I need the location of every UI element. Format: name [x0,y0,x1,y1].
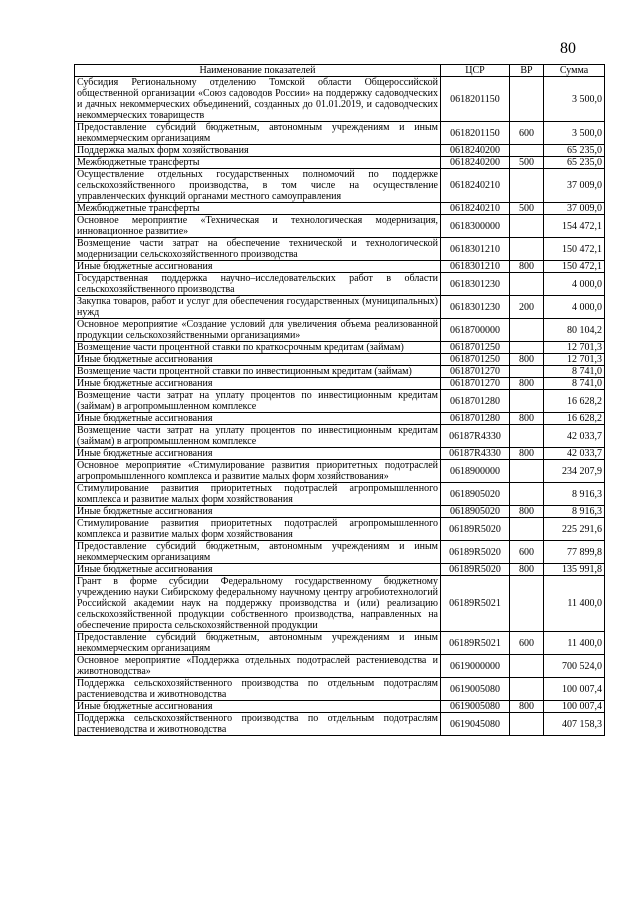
row-name: Иные бюджетные ассигнования [75,448,441,460]
row-vr: 800 [510,701,544,713]
row-sum: 3 500,0 [544,77,605,122]
row-sum: 225 291,6 [544,518,605,541]
row-name: Возмещение части затрат на обеспечение технической и технологической модернизации сельскохозяйственного производства [75,238,441,261]
row-vr [510,678,544,701]
row-vr: 800 [510,564,544,576]
row-name: Межбюджетные трансферты [75,157,441,169]
row-csr: 06187R4330 [441,448,510,460]
row-sum: 11 400,0 [544,576,605,632]
row-sum: 100 007,4 [544,701,605,713]
table-row [75,632,605,655]
row-name: Иные бюджетные ассигнования [75,354,441,366]
row-vr [510,319,544,342]
table-row [75,122,605,145]
row-csr: 0618240210 [441,203,510,215]
row-csr: 0618201150 [441,77,510,122]
row-sum: 4 000,0 [544,273,605,296]
row-sum: 407 158,3 [544,713,605,736]
row-vr [510,713,544,736]
row-csr: 0618701250 [441,342,510,354]
table-row [75,678,605,701]
row-name: Предоставление субсидий бюджетным, автономным учреждениям и иным некоммерческим организациям [75,122,441,145]
row-csr: 0618300000 [441,215,510,238]
table-row [75,319,605,342]
table-row [75,483,605,506]
row-name: Иные бюджетные ассигнования [75,261,441,273]
table-row [75,145,605,157]
row-name: Основное мероприятие «Техническая и технологическая модернизация, инновационное развитие» [75,215,441,238]
row-sum: 150 472,1 [544,238,605,261]
row-vr: 800 [510,378,544,390]
row-name: Возмещение части затрат на уплату процентов по инвестиционным кредитам (займам) в агропромышленном комплексе [75,425,441,448]
row-vr: 800 [510,506,544,518]
row-name: Стимулирование развития приоритетных подотраслей агропромышленного комплекса и развитие малых форм хозяйствования [75,518,441,541]
row-name: Грант в форме субсидии Федеральному государственному бюджетному учреждению науки Сибирскому федеральному научному центру агробиотехнологий Российской академии наук на поддержку производства и (или) реализацию сельскохозяйственной продукции собственного производства, направленных на обеспечение прироста сельскохозяйственной продукции [75,576,441,632]
row-csr: 0619045080 [441,713,510,736]
row-sum: 42 033,7 [544,448,605,460]
row-sum: 37 009,0 [544,203,605,215]
table-row [75,77,605,122]
row-vr [510,366,544,378]
row-csr: 0618301210 [441,238,510,261]
row-name: Поддержка сельскохозяйственного производства по отдельным подотраслям растениеводства и животноводства [75,713,441,736]
row-sum: 234 207,9 [544,460,605,483]
row-csr: 0618700000 [441,319,510,342]
table-row [75,354,605,366]
row-csr: 0619005080 [441,678,510,701]
row-sum: 135 991,8 [544,564,605,576]
table-row [75,425,605,448]
row-vr: 800 [510,448,544,460]
row-sum: 100 007,4 [544,678,605,701]
row-name: Иные бюджетные ассигнования [75,378,441,390]
row-vr: 600 [510,632,544,655]
row-sum: 16 628,2 [544,390,605,413]
row-name: Закупка товаров, работ и услуг для обеспечения государственных (муниципальных) нужд [75,296,441,319]
row-sum: 37 009,0 [544,169,605,203]
row-csr: 0618905020 [441,483,510,506]
row-vr [510,342,544,354]
row-sum: 65 235,0 [544,157,605,169]
row-csr: 0618240200 [441,145,510,157]
row-csr: 06189R5020 [441,518,510,541]
row-sum: 8 741,0 [544,378,605,390]
table-row [75,506,605,518]
row-name: Основное мероприятие «Поддержка отдельных подотраслей растениеводства и животноводства» [75,655,441,678]
row-vr [510,215,544,238]
row-name: Возмещение части процентной ставки по краткосрочным кредитам (займам) [75,342,441,354]
row-name: Субсидия Региональному отделению Томской области Общероссийской общественной организации «Союз садоводов России» на поддержку садоводческих и дачных некоммерческих объединений, созданных до 01.01.2019, и садоводческих некоммерческих товариществ [75,77,441,122]
row-sum: 154 472,1 [544,215,605,238]
row-name: Межбюджетные трансферты [75,203,441,215]
row-csr: 0618240210 [441,169,510,203]
table-row [75,460,605,483]
row-name: Основное мероприятие «Стимулирование развития приоритетных подотраслей агропромышленного комплекса и развитие малых форм хозяйствования» [75,460,441,483]
table-row [75,541,605,564]
row-vr [510,576,544,632]
row-vr: 600 [510,122,544,145]
row-csr: 0618201150 [441,122,510,145]
row-csr: 06189R5020 [441,564,510,576]
row-sum: 16 628,2 [544,413,605,425]
row-vr [510,390,544,413]
row-csr: 0618905020 [441,506,510,518]
table-row [75,518,605,541]
table-row [75,413,605,425]
table-row [75,701,605,713]
table-row [75,238,605,261]
row-vr: 600 [510,541,544,564]
row-vr: 800 [510,261,544,273]
row-sum: 11 400,0 [544,632,605,655]
table-row [75,157,605,169]
row-name: Возмещение части затрат на уплату процентов по инвестиционным кредитам (займам) в агропромышленном комплексе [75,390,441,413]
row-csr: 0618240200 [441,157,510,169]
header-sum: Сумма [544,65,605,77]
row-vr: 800 [510,413,544,425]
table-row [75,564,605,576]
table-row [75,713,605,736]
row-sum: 8 916,3 [544,483,605,506]
row-csr: 0618301230 [441,273,510,296]
row-csr: 0618900000 [441,460,510,483]
row-name: Стимулирование развития приоритетных подотраслей агропромышленного комплекса и развитие малых форм хозяйствования [75,483,441,506]
row-name: Иные бюджетные ассигнования [75,564,441,576]
row-csr: 0618701270 [441,378,510,390]
row-vr [510,77,544,122]
row-sum: 80 104,2 [544,319,605,342]
row-sum: 4 000,0 [544,296,605,319]
row-sum: 8 741,0 [544,366,605,378]
row-vr [510,460,544,483]
row-vr [510,425,544,448]
table-row [75,390,605,413]
row-csr: 0618701250 [441,354,510,366]
row-csr: 06187R4330 [441,425,510,448]
table-row [75,366,605,378]
row-sum: 12 701,3 [544,354,605,366]
budget-table [74,64,605,736]
row-vr: 200 [510,296,544,319]
table-row [75,576,605,632]
table-row [75,296,605,319]
page-number: 80 [560,40,576,57]
row-name: Иные бюджетные ассигнования [75,701,441,713]
table-row [75,448,605,460]
row-csr: 0618701280 [441,390,510,413]
table-row [75,273,605,296]
table-row [75,215,605,238]
row-csr: 06189R5020 [441,541,510,564]
row-vr [510,145,544,157]
row-name: Иные бюджетные ассигнования [75,413,441,425]
row-csr: 0618301230 [441,296,510,319]
row-name: Поддержка сельскохозяйственного производства по отдельным подотраслям растениеводства и животноводства [75,678,441,701]
row-sum: 150 472,1 [544,261,605,273]
row-sum: 77 899,8 [544,541,605,564]
row-name: Иные бюджетные ассигнования [75,506,441,518]
row-name: Поддержка малых форм хозяйствования [75,145,441,157]
header-csr: ЦСР [441,65,510,77]
row-sum: 3 500,0 [544,122,605,145]
row-name: Предоставление субсидий бюджетным, автономным учреждениям и иным некоммерческим организациям [75,632,441,655]
row-vr [510,655,544,678]
row-sum: 700 524,0 [544,655,605,678]
row-name: Осуществление отдельных государственных полномочий по поддержке сельскохозяйственного производства, в том числе на осуществление управленческих функций органами местного самоуправления [75,169,441,203]
table-row [75,378,605,390]
table-row [75,655,605,678]
row-vr [510,238,544,261]
table-row [75,169,605,203]
row-csr: 0618701280 [441,413,510,425]
row-name: Возмещение части процентной ставки по инвестиционным кредитам (займам) [75,366,441,378]
row-csr: 0619005080 [441,701,510,713]
row-sum: 65 235,0 [544,145,605,157]
row-csr: 06189R5021 [441,632,510,655]
row-vr: 500 [510,157,544,169]
row-name: Предоставление субсидий бюджетным, автономным учреждениям и иным некоммерческим организациям [75,541,441,564]
row-vr: 500 [510,203,544,215]
row-csr: 06189R5021 [441,576,510,632]
row-csr: 0618701270 [441,366,510,378]
row-sum: 12 701,3 [544,342,605,354]
row-sum: 8 916,3 [544,506,605,518]
row-vr: 800 [510,354,544,366]
row-vr [510,518,544,541]
table-row [75,261,605,273]
row-sum: 42 033,7 [544,425,605,448]
row-name: Государственная поддержка научно–исследовательских работ в области сельскохозяйственного производства [75,273,441,296]
table-header-row [75,65,605,77]
table-row [75,342,605,354]
header-name: Наименование показателей [75,65,441,77]
row-csr: 0619000000 [441,655,510,678]
row-vr [510,483,544,506]
header-vr: ВР [510,65,544,77]
row-vr [510,169,544,203]
table-row [75,203,605,215]
row-vr [510,273,544,296]
row-name: Основное мероприятие «Создание условий для увеличения объема реализованной продукции сельскохозяйственными организациями» [75,319,441,342]
row-csr: 0618301210 [441,261,510,273]
